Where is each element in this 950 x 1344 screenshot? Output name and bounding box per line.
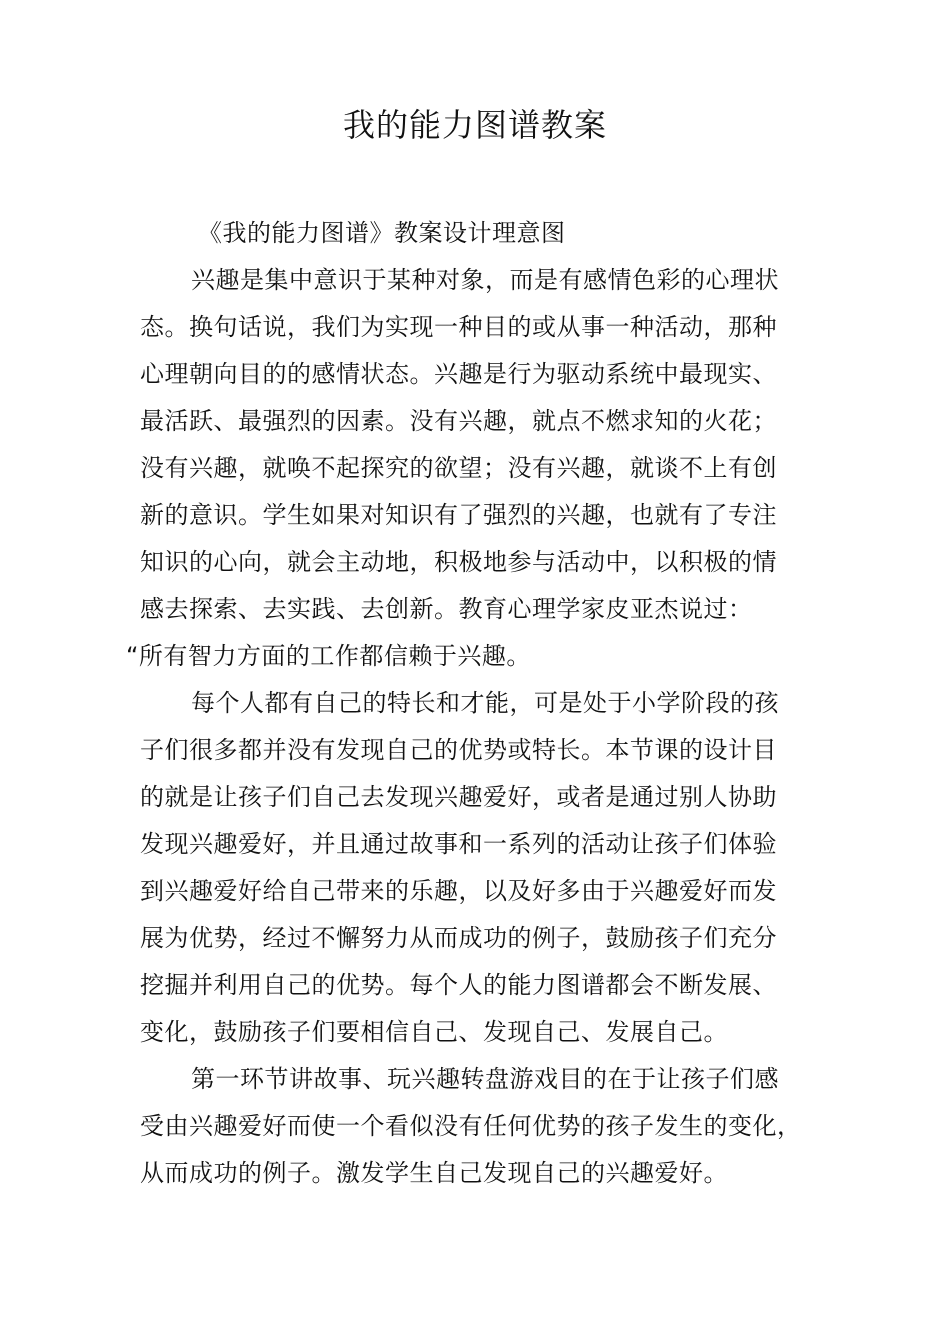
- text-line: 第一环节讲故事、玩兴趣转盘游戏目的在于让孩子们感: [191, 1065, 779, 1093]
- text-line: 感去探索、去实践、去创新。教育心理学家皮亚杰说过：: [140, 595, 753, 623]
- text-line: 每个人都有自己的特长和才能，可是处于小学阶段的孩: [191, 689, 779, 717]
- document-subtitle: 《我的能力图谱》教案设计理意图: [198, 219, 566, 247]
- text-line: 的就是让孩子们自己去发现兴趣爱好，或者是通过别人协助: [140, 783, 777, 811]
- paragraph-2: [140, 680, 830, 1056]
- text-line: 到兴趣爱好给自己带来的乐趣，以及好多由于兴趣爱好而发: [140, 877, 777, 905]
- text-line: “所有智力方面的工作都信赖于兴趣。: [126, 642, 531, 670]
- text-line: 最活跃、最强烈的因素。没有兴趣，就点不燃求知的火花；: [140, 407, 777, 435]
- document-title: 我的能力图谱教案: [342, 106, 607, 144]
- text-line: 变化，鼓励孩子们要相信自己、发现自己、发展自己。: [140, 1018, 728, 1046]
- text-line: 从而成功的例子。激发学生自己发现自己的兴趣爱好。: [140, 1159, 728, 1187]
- text-line: 兴趣是集中意识于某种对象，而是有感情色彩的心理状: [191, 266, 779, 294]
- text-line: 子们很多都并没有发现自己的优势或特长。本节课的设计目: [140, 736, 777, 764]
- document-body: [126, 210, 830, 1197]
- text-line: 心理朝向目的的感情状态。兴趣是行为驱动系统中最现实、: [140, 360, 777, 388]
- text-line: 知识的心向，就会主动地，积极地参与活动中，以积极的情: [140, 548, 777, 576]
- text-line: 受由兴趣爱好而使一个看似没有任何优势的孩子发生的变化，: [140, 1112, 802, 1140]
- paragraph-1: [126, 257, 830, 680]
- paragraph-3: [140, 1056, 830, 1197]
- text-line: 发现兴趣爱好，并且通过故事和一系列的活动让孩子们体验: [140, 830, 777, 858]
- text-line: 态。换句话说，我们为实现一种目的或从事一种活动，那种: [140, 313, 777, 341]
- text-line: 没有兴趣，就唤不起探究的欲望；没有兴趣，就谈不上有创: [140, 454, 777, 482]
- text-line: 展为优势，经过不懈努力从而成功的例子，鼓励孩子们充分: [140, 924, 777, 952]
- text-line: 新的意识。学生如果对知识有了强烈的兴趣，也就有了专注: [140, 501, 777, 529]
- text-line: 挖掘并利用自己的优势。每个人的能力图谱都会不断发展、: [140, 971, 777, 999]
